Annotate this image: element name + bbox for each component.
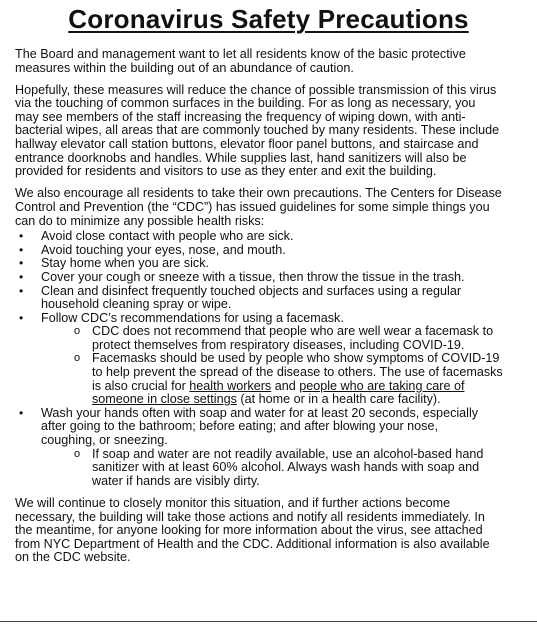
list-item-continuation: coughing, or sneezing. — [41, 433, 168, 448]
closing-paragraph — [15, 497, 532, 565]
list-item — [15, 244, 532, 258]
sub-list-item-continuation — [15, 380, 532, 394]
text-line: measures within the building out of an abundance of caution. — [15, 60, 354, 75]
list-item — [15, 312, 532, 326]
list-item — [15, 271, 532, 285]
text-line: necessary, the building will take those actions and notify all residents immediately. In — [15, 509, 485, 524]
text-line: Control and Prevention (the “CDC”) has issued guidelines for some simple things you — [15, 199, 490, 214]
list-item — [15, 407, 532, 421]
bullet-icon: • — [19, 405, 24, 420]
circle-bullet-icon: o — [74, 447, 81, 460]
list-item — [15, 230, 532, 244]
text-line: hallway elevator call station buttons, elevator floor panel buttons, and staircase and — [15, 137, 479, 152]
measures-paragraph — [15, 84, 532, 179]
text-span: is also crucial for — [92, 378, 190, 393]
sub-list-item-continuation: water if hands are visibly dirty. — [92, 473, 260, 488]
text-span: and — [271, 378, 300, 393]
list-item-continuation: household cleaning spray or wipe. — [41, 297, 232, 312]
text-line: can do to minimize any possible health risks: — [15, 213, 265, 228]
text-line: the meantime, for anyone looking for more information about the virus, see attached — [15, 523, 483, 538]
intro-paragraph — [15, 48, 532, 75]
bullet-icon: • — [19, 269, 24, 284]
text-line: The Board and management want to let all residents know of the basic protective — [15, 47, 466, 61]
sub-list-item-text: Facemasks should be used by people who show symptoms of COVID-19 — [92, 351, 500, 366]
circle-bullet-icon: o — [74, 352, 81, 365]
sub-list-item-continuation: to help prevent the spread of the disease to others. The use of facemasks — [92, 365, 503, 380]
bullet-icon: • — [19, 242, 24, 257]
encourage-paragraph — [15, 187, 532, 228]
text-line: We also encourage all residents to take their own precautions. The Centers for Disease — [15, 186, 502, 201]
caregivers-link[interactable]: people who are taking care of — [299, 378, 465, 393]
caregivers-link-continued[interactable]: someone in close settings — [92, 392, 237, 407]
text-line: provided for residents and visitors to use as they enter and exit the building. — [15, 164, 437, 179]
health-workers-link[interactable]: health workers — [189, 378, 272, 393]
text-line: We will continue to closely monitor this situation, and if further actions become — [15, 495, 451, 510]
page-bottom-divider — [0, 621, 537, 622]
list-item-text: Wash your hands often with soap and water for at least 20 seconds, especially — [41, 405, 479, 420]
list-item — [15, 285, 532, 299]
list-item-text: Avoid close contact with people who are sick. — [41, 229, 294, 244]
list-item-text: Follow CDC’s recommendations for using a facemask. — [41, 310, 344, 325]
text-line: entrance doorknobs and handles. While supplies last, hand sanitizers will also be — [15, 150, 467, 165]
list-item-text: Cover your cough or sneeze with a tissue, then throw the tissue in the trash. — [41, 269, 465, 284]
text-line: on the CDC website. — [15, 550, 131, 565]
guidelines-list — [15, 230, 532, 488]
list-item-continuation: after going to the bathroom; before eating; and after blowing your nose, — [41, 419, 438, 434]
sub-list-item-text: CDC does not recommend that people who are well wear a facemask to — [92, 324, 494, 339]
text-line: may see members of the staff increasing the frequency of wiping down, with anti- — [15, 109, 466, 124]
document-body — [15, 48, 532, 573]
list-item-text: Clean and disinfect frequently touched objects and surfaces using a regular — [41, 283, 462, 298]
page-title: Coronavirus Safety Precautions — [68, 4, 469, 34]
text-line: Hopefully, these measures will reduce the chance of possible transmission of this virus — [15, 82, 497, 97]
text-span: (at home or in a health care facility). — [236, 392, 441, 407]
sub-list-item-continuation — [15, 393, 532, 407]
sub-list-item-continuation: sanitizer with at least 60% alcohol. Always wash hands with soap and — [92, 460, 480, 475]
sub-list-item — [15, 448, 532, 462]
list-item-text: Avoid touching your eyes, nose, and mouth. — [41, 242, 286, 257]
text-line: from NYC Department of Health and the CDC. Additional information is also available — [15, 536, 490, 551]
bullet-icon: • — [19, 310, 24, 325]
bullet-icon: • — [19, 256, 24, 271]
list-item-text: Stay home when you are sick. — [41, 256, 209, 271]
sub-list-item-continuation: protect themselves from respiratory diseases, including COVID-19. — [92, 337, 465, 352]
bullet-icon: • — [19, 283, 24, 298]
sub-list-item — [15, 352, 532, 366]
list-item — [15, 257, 532, 271]
circle-bullet-icon: o — [74, 325, 81, 338]
text-line: via the touching of common surfaces in the building. For as long as necessary, you — [15, 96, 476, 111]
sub-list-item-text: If soap and water are not readily available, use an alcohol-based hand — [92, 446, 484, 461]
bullet-icon: • — [19, 229, 24, 244]
sub-list-item — [15, 325, 532, 339]
text-line: bacterial wipes, all areas that are commonly touched by many residents. These include — [15, 123, 500, 138]
